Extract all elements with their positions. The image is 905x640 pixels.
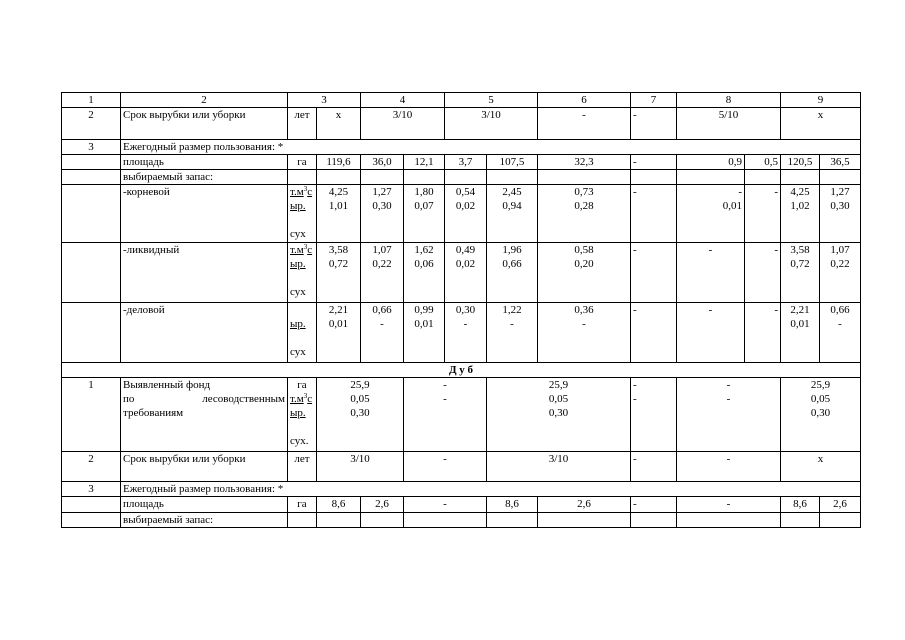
- header-cell: 3: [288, 93, 361, 108]
- value-cell: 0,73 0,28: [538, 185, 631, 243]
- header-cell: 9: [781, 93, 861, 108]
- value-cell: 120,5: [781, 155, 820, 170]
- row-number: 1: [62, 378, 121, 452]
- value-cell: -: [631, 155, 677, 170]
- value-cell: -: [631, 243, 677, 303]
- value-cell: [62, 513, 121, 528]
- row-label: Ежегодный размер пользования: *: [121, 140, 861, 155]
- row-label: Срок вырубки или уборки: [121, 452, 288, 482]
- unit-cell: га: [288, 155, 317, 170]
- section-row: [62, 363, 861, 378]
- table-row: [62, 155, 861, 170]
- value-cell: 0,30 -: [445, 303, 487, 363]
- value-cell: 3,7: [445, 155, 487, 170]
- value-cell: [62, 185, 121, 243]
- table-row: [62, 243, 861, 303]
- value-cell: 0,58 0,20: [538, 243, 631, 303]
- value-cell: 3/10: [361, 108, 445, 140]
- value-cell: -: [404, 452, 487, 482]
- value-cell: 3,58 0,72: [317, 243, 361, 303]
- value-cell: 3,58 0,72: [781, 243, 820, 303]
- value-cell: -: [631, 185, 677, 243]
- value-cell: 1,27 0,30: [361, 185, 404, 243]
- value-cell: 1,96 0,66: [487, 243, 538, 303]
- value-cell: 1,80 0,07: [404, 185, 445, 243]
- value-cell: [361, 170, 404, 185]
- value-cell: 0,36 -: [538, 303, 631, 363]
- value-cell: - -: [404, 378, 487, 452]
- value-cell: 0,5: [745, 155, 781, 170]
- value-cell: 5/10: [677, 108, 781, 140]
- table-row: [62, 185, 861, 243]
- value-cell: 25,9 0,05 0,30: [781, 378, 861, 452]
- value-cell: 2,21 0,01: [781, 303, 820, 363]
- value-cell: 2,21 0,01: [317, 303, 361, 363]
- value-cell: 1,62 0,06: [404, 243, 445, 303]
- value-cell: -: [677, 452, 781, 482]
- unit-cell: $т.м^3с$ ыр. сух: [288, 243, 317, 303]
- header-cell: 5: [445, 93, 538, 108]
- value-cell: [820, 170, 861, 185]
- value-cell: [631, 170, 677, 185]
- row-label: -корневой: [121, 185, 288, 243]
- value-cell: 2,6: [820, 497, 861, 513]
- row-label: выбираемый запас:: [121, 513, 288, 528]
- table-row: [62, 140, 861, 155]
- value-cell: 0,66 -: [820, 303, 861, 363]
- header-cell: 7: [631, 93, 677, 108]
- row-label: Срок вырубки или уборки: [121, 108, 288, 140]
- value-cell: -: [631, 108, 677, 140]
- value-cell: -: [677, 243, 745, 303]
- value-cell: [62, 243, 121, 303]
- value-cell: [781, 170, 820, 185]
- table-row: [62, 170, 861, 185]
- value-cell: 8,6: [317, 497, 361, 513]
- value-cell: [62, 170, 121, 185]
- value-cell: - 0,01: [677, 185, 745, 243]
- row-label: площадь: [121, 497, 288, 513]
- value-cell: 8,6: [487, 497, 538, 513]
- value-cell: 25,9 0,05 0,30: [317, 378, 404, 452]
- value-cell: [631, 513, 677, 528]
- value-cell: [538, 513, 631, 528]
- value-cell: [62, 497, 121, 513]
- value-cell: 2,6: [538, 497, 631, 513]
- value-cell: [487, 170, 538, 185]
- forest-use-table: [61, 92, 861, 528]
- value-cell: -: [631, 497, 677, 513]
- value-cell: 3/10: [487, 452, 631, 482]
- value-cell: -: [404, 497, 487, 513]
- value-cell: -: [745, 185, 781, 243]
- value-cell: 3/10: [317, 452, 404, 482]
- value-cell: 0,66 -: [361, 303, 404, 363]
- unit-cell: лет: [288, 452, 317, 482]
- value-cell: 0,9: [677, 155, 745, 170]
- value-cell: -: [745, 303, 781, 363]
- value-cell: 0,54 0,02: [445, 185, 487, 243]
- table-row: [62, 513, 861, 528]
- value-cell: 1,27 0,30: [820, 185, 861, 243]
- value-cell: 25,9 0,05 0,30: [487, 378, 631, 452]
- header-row: [62, 93, 861, 108]
- unit-cell: га: [288, 497, 317, 513]
- header-cell: 2: [121, 93, 288, 108]
- table-row: [62, 452, 861, 482]
- value-cell: [487, 513, 538, 528]
- value-cell: [62, 303, 121, 363]
- unit-cell: $т.м^3с$ ыр. сух: [288, 185, 317, 243]
- value-cell: 107,5: [487, 155, 538, 170]
- header-cell: 1: [62, 93, 121, 108]
- value-cell: [317, 170, 361, 185]
- row-label: -деловой: [121, 303, 288, 363]
- value-cell: [781, 513, 820, 528]
- row-label: -ликвидный: [121, 243, 288, 303]
- value-cell: 4,25 1,01: [317, 185, 361, 243]
- row-number: 3: [62, 482, 121, 497]
- row-number: 3: [62, 140, 121, 155]
- table-row: [62, 378, 861, 452]
- unit-cell: га $т.м^3с$ ыр. сух.: [288, 378, 317, 452]
- value-cell: 12,1: [404, 155, 445, 170]
- header-cell: 6: [538, 93, 631, 108]
- value-cell: -: [538, 108, 631, 140]
- value-cell: -: [745, 243, 781, 303]
- value-cell: [404, 170, 445, 185]
- value-cell: [288, 170, 317, 185]
- section-title: Д у б: [62, 363, 861, 378]
- unit-cell: ыр. сух: [288, 303, 317, 363]
- table-row: [62, 303, 861, 363]
- value-cell: [677, 170, 745, 185]
- value-cell: х: [781, 452, 861, 482]
- value-cell: -: [677, 497, 781, 513]
- value-cell: [677, 513, 781, 528]
- value-cell: 119,6: [317, 155, 361, 170]
- value-cell: -: [631, 452, 677, 482]
- value-cell: [288, 513, 317, 528]
- value-cell: [538, 170, 631, 185]
- value-cell: [820, 513, 861, 528]
- value-cell: 2,45 0,94: [487, 185, 538, 243]
- value-cell: 0,99 0,01: [404, 303, 445, 363]
- value-cell: - -: [631, 378, 677, 452]
- table-row: [62, 108, 861, 140]
- value-cell: 0,49 0,02: [445, 243, 487, 303]
- value-cell: 1,22 -: [487, 303, 538, 363]
- row-label: Ежегодный размер пользования: *: [121, 482, 861, 497]
- value-cell: [317, 513, 361, 528]
- row-number: 2: [62, 452, 121, 482]
- value-cell: -: [631, 303, 677, 363]
- value-cell: х: [781, 108, 861, 140]
- row-number: 2: [62, 108, 121, 140]
- value-cell: 8,6: [781, 497, 820, 513]
- value-cell: х: [317, 108, 361, 140]
- value-cell: 36,0: [361, 155, 404, 170]
- value-cell: [62, 155, 121, 170]
- value-cell: [745, 170, 781, 185]
- value-cell: 4,25 1,02: [781, 185, 820, 243]
- value-cell: [361, 513, 404, 528]
- header-cell: 4: [361, 93, 445, 108]
- value-cell: 2,6: [361, 497, 404, 513]
- row-label: площадь: [121, 155, 288, 170]
- value-cell: - -: [677, 378, 781, 452]
- value-cell: 1,07 0,22: [820, 243, 861, 303]
- row-label: выбираемый запас:: [121, 170, 288, 185]
- value-cell: [445, 170, 487, 185]
- table-row: [62, 497, 861, 513]
- table-row: [62, 482, 861, 497]
- value-cell: 3/10: [445, 108, 538, 140]
- value-cell: -: [677, 303, 745, 363]
- header-cell: 8: [677, 93, 781, 108]
- unit-cell: лет: [288, 108, 317, 140]
- row-label: Выявленный фонд по лесоводственным требованиям: [121, 378, 288, 452]
- value-cell: 1,07 0,22: [361, 243, 404, 303]
- value-cell: 32,3: [538, 155, 631, 170]
- value-cell: [404, 513, 487, 528]
- value-cell: 36,5: [820, 155, 861, 170]
